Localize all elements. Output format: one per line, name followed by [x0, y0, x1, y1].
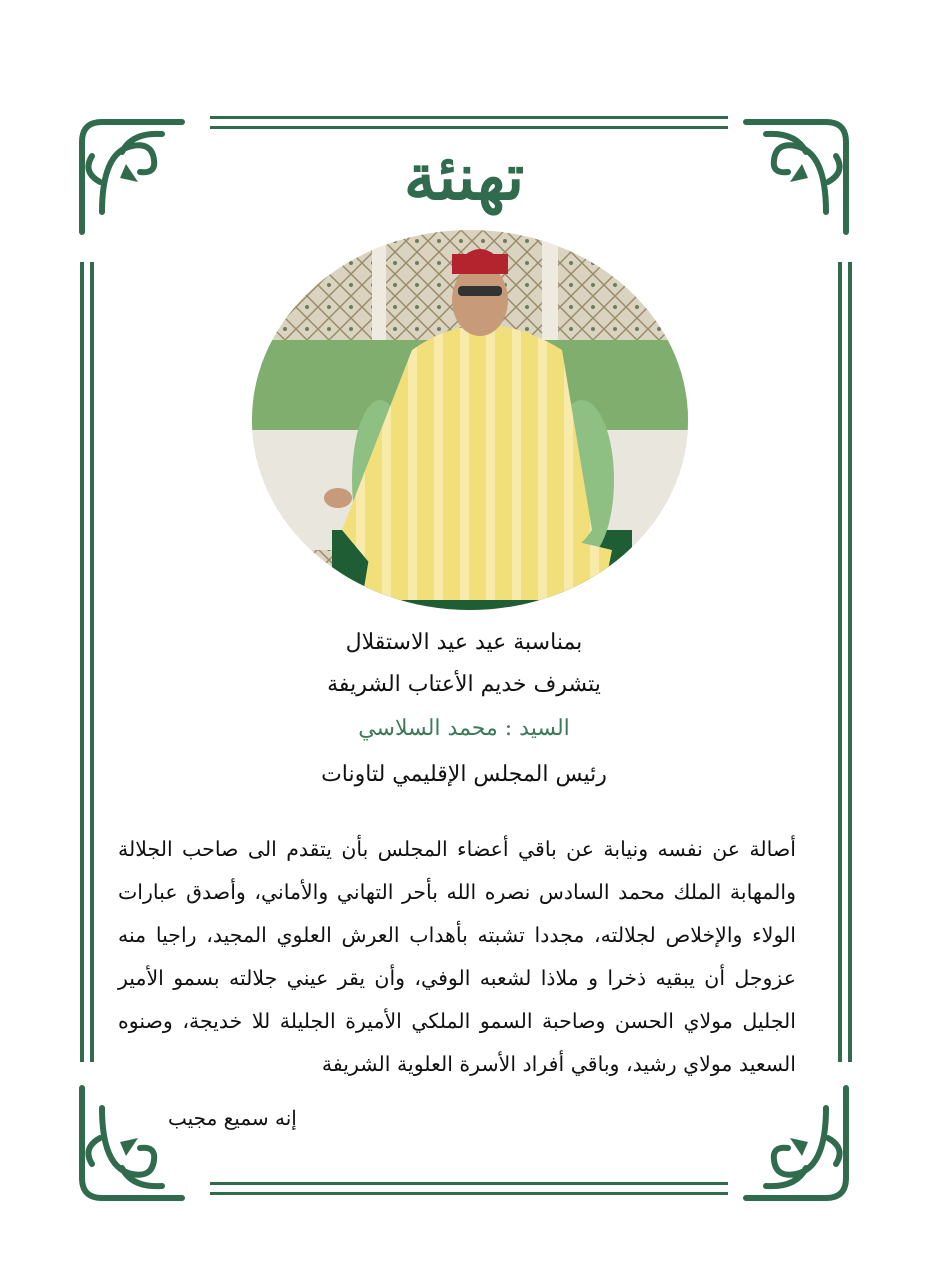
page-title: تهنئة [403, 140, 525, 215]
position-line: رئيس المجلس الإقليمي لتاونات [321, 762, 607, 787]
left-border-line [80, 262, 84, 1062]
right-border-line-inner [848, 262, 852, 1062]
congratulation-body: أصالة عن نفسه ونيابة عن باقي أعضاء المجلس بأن يتقدم الى صاحب الجلالة والمهابة الملك محمد السادس نصره الله بأحر التهاني والأماني، وأصدق عبارات الولاء والإخلاص لجلالته، مجددا تشبته بأهداب العرش العلوي المجيد، راجيا منه عزوجل أن يبقيه ذخرا و ملاذا لشعبه الوفي، وأن يقر عيني جلالته بسمو الأمير الجليل مولاي الحسن وصاحبة السمو الملكي الأميرة الجليلة للا خديجة، وصنوه السعيد مولاي رشيد، وباقي أفراد الأسرة العلوية الشريفة [118, 837, 796, 1076]
right-border-line [838, 262, 842, 1062]
name-line: السيد : محمد السلاسي [358, 716, 570, 741]
corner-ornament-icon [72, 1082, 190, 1208]
bottom-border-line-inner [210, 1192, 728, 1195]
bottom-border-line [210, 1182, 728, 1185]
left-border-line-inner [90, 262, 94, 1062]
top-border-line [210, 116, 728, 119]
closing-line: إنه سميع مجيب [168, 1106, 297, 1130]
corner-ornament-icon [738, 1082, 856, 1208]
portrait-photo [252, 230, 688, 610]
honor-line: يتشرف خديم الأعتاب الشريفة [327, 672, 601, 697]
top-border-line-inner [210, 126, 728, 129]
occasion-line: بمناسبة عيد عيد الاستقلال [345, 630, 583, 655]
